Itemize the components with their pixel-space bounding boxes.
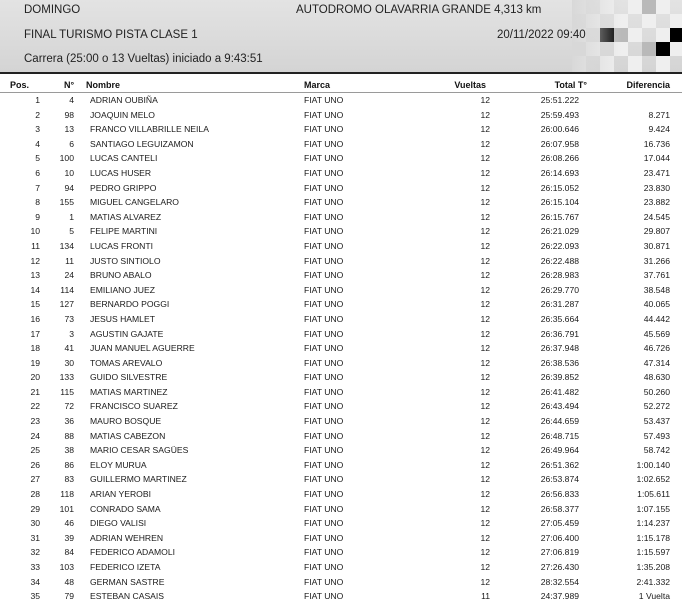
cell-driver-name: LUCAS HUSER	[90, 167, 152, 178]
cell-car-brand: FIAT UNO	[304, 474, 344, 485]
cell-laps: 12	[480, 95, 490, 105]
cell-total-time: 26:14.693	[540, 167, 579, 178]
table-row	[0, 108, 682, 123]
cell-car-number: 118	[60, 489, 74, 500]
cell-car-brand: FIAT UNO	[304, 503, 344, 514]
cell-total-time: 26:36.791	[540, 328, 579, 339]
cell-laps: 12	[480, 153, 490, 164]
cell-position: 30	[30, 518, 40, 529]
cell-car-brand: FIAT UNO	[304, 167, 344, 178]
cell-car-brand: FIAT UNO	[304, 518, 344, 529]
cell-car-number: 101	[59, 503, 74, 514]
col-laps: Vueltas	[454, 80, 486, 90]
cell-difference: 23.830	[643, 182, 670, 193]
cell-total-time: 26:58.377	[540, 503, 579, 514]
cell-laps: 12	[480, 445, 490, 456]
cell-laps: 12	[480, 313, 490, 324]
cell-position: 4	[35, 138, 40, 149]
table-row	[0, 210, 682, 225]
cell-driver-name: LUCAS CANTELI	[90, 153, 158, 164]
table-row	[0, 297, 682, 312]
cell-laps: 12	[480, 255, 490, 266]
cell-driver-name: FEDERICO IZETA	[90, 562, 161, 572]
table-row	[0, 137, 682, 152]
table-row	[0, 181, 682, 196]
cell-position: 18	[30, 343, 40, 354]
cell-position: 27	[30, 474, 40, 485]
cell-car-brand: FIAT UNO	[304, 430, 344, 441]
cell-total-time: 27:26.430	[540, 562, 579, 572]
cell-car-brand: FIAT UNO	[304, 532, 344, 543]
cell-car-number: 88	[64, 430, 74, 441]
cell-laps: 12	[480, 284, 490, 295]
cell-total-time: 26:41.482	[540, 386, 579, 397]
cell-position: 20	[30, 372, 40, 383]
table-row	[0, 254, 682, 269]
table-row	[0, 151, 682, 166]
cell-difference: 30.871	[643, 240, 670, 251]
cell-car-number: 114	[60, 284, 74, 295]
cell-laps: 12	[480, 372, 490, 383]
cell-total-time: 26:22.488	[540, 255, 579, 266]
cell-laps: 12	[480, 547, 490, 558]
cell-position: 5	[35, 153, 40, 164]
cell-car-brand: FIAT UNO	[304, 328, 344, 339]
cell-car-number: 48	[64, 576, 74, 587]
cell-difference: 44.442	[643, 313, 670, 324]
cell-driver-name: BERNARDO POGGI	[90, 299, 170, 310]
cell-car-number: 3	[69, 328, 74, 339]
cell-car-brand: FIAT UNO	[304, 372, 344, 383]
cell-laps: 12	[480, 562, 490, 572]
cell-driver-name: FRANCISCO SUAREZ	[90, 401, 178, 412]
cell-laps: 12	[480, 576, 490, 587]
cell-car-number: 10	[64, 167, 74, 178]
cell-laps: 12	[480, 503, 490, 514]
cell-total-time: 26:38.536	[540, 357, 579, 368]
cell-driver-name: DIEGO VALISI	[90, 518, 147, 529]
cell-car-number: 73	[64, 313, 74, 324]
cell-driver-name: MATIAS ALVAREZ	[90, 211, 162, 222]
col-number: N°	[64, 80, 75, 90]
cell-driver-name: PEDRO GRIPPO	[90, 182, 157, 193]
cell-car-brand: FIAT UNO	[304, 270, 344, 281]
table-row	[0, 531, 682, 546]
cell-difference: 52.272	[643, 401, 670, 412]
cell-car-brand: FIAT UNO	[304, 343, 344, 354]
cell-position: 3	[35, 124, 40, 135]
table-row	[0, 502, 682, 517]
cell-difference: 1:02.652	[636, 474, 670, 485]
cell-difference: 23.471	[643, 167, 670, 178]
cell-total-time: 28:32.554	[540, 576, 579, 587]
cell-position: 14	[30, 284, 40, 295]
cell-laps: 12	[480, 401, 490, 412]
cell-position: 19	[30, 357, 40, 368]
table-row	[0, 224, 682, 239]
cell-position: 29	[30, 503, 40, 514]
event-title: FINAL TURISMO PISTA CLASE 1	[24, 29, 198, 41]
cell-position: 7	[35, 182, 40, 193]
cell-car-brand: FIAT UNO	[304, 138, 344, 149]
cell-car-number: 134	[59, 240, 74, 251]
cell-difference: 58.742	[643, 445, 670, 456]
cell-car-brand: FIAT UNO	[304, 547, 344, 558]
cell-driver-name: LUCAS FRONTI	[90, 240, 154, 251]
cell-total-time: 26:15.104	[540, 197, 579, 208]
cell-total-time: 26:15.767	[540, 211, 579, 222]
table-row	[0, 166, 682, 181]
cell-driver-name: JUSTO SINTIOLO	[90, 255, 161, 266]
table-row	[0, 487, 682, 502]
cell-difference: 1:15.178	[636, 532, 670, 543]
table-row	[0, 327, 682, 342]
cell-car-number: 5	[69, 226, 74, 237]
cell-laps: 12	[480, 124, 490, 135]
cell-driver-name: CONRADO SAMA	[90, 503, 161, 514]
cell-total-time: 26:29.770	[540, 284, 579, 295]
cell-difference: 16.736	[643, 138, 670, 149]
cell-difference: 57.493	[643, 430, 670, 441]
cell-position: 16	[30, 313, 40, 324]
cell-difference: 38.548	[643, 284, 670, 295]
cell-laps: 12	[480, 240, 490, 251]
cell-total-time: 26:07.958	[540, 138, 579, 149]
cell-laps: 12	[480, 474, 490, 485]
col-name: Nombre	[86, 80, 121, 90]
cell-difference: 24.545	[643, 211, 670, 222]
cell-car-brand: FIAT UNO	[304, 299, 344, 310]
cell-laps: 12	[480, 211, 490, 222]
cell-position: 1	[35, 95, 40, 105]
cell-position: 17	[30, 328, 40, 339]
cell-total-time: 26:48.715	[540, 430, 579, 441]
cell-car-number: 11	[65, 255, 74, 266]
cell-total-time: 26:28.983	[540, 270, 579, 281]
cell-position: 25	[30, 445, 40, 456]
cell-position: 21	[30, 386, 40, 397]
cell-car-brand: FIAT UNO	[304, 416, 344, 427]
day-label: DOMINGO	[24, 4, 81, 16]
cell-total-time: 26:39.852	[540, 372, 579, 383]
cell-laps: 12	[480, 357, 490, 368]
cell-car-number: 36	[64, 416, 74, 427]
cell-car-brand: FIAT UNO	[304, 95, 344, 105]
cell-position: 31	[30, 532, 40, 543]
cell-car-number: 79	[64, 591, 74, 602]
table-row	[0, 93, 682, 108]
cell-total-time: 26:43.494	[540, 401, 579, 412]
cell-car-brand: FIAT UNO	[304, 562, 344, 572]
cell-driver-name: ADRIAN WEHREN	[90, 532, 164, 543]
cell-car-brand: FIAT UNO	[304, 313, 344, 324]
cell-total-time: 27:06.400	[540, 532, 579, 543]
cell-total-time: 25:59.493	[540, 109, 579, 120]
cell-total-time: 27:06.819	[540, 547, 579, 558]
cell-difference: 1 Vuelta	[638, 591, 670, 602]
cell-car-brand: FIAT UNO	[304, 401, 344, 412]
cell-difference: 8.271	[648, 109, 670, 120]
cell-total-time: 26:56.833	[540, 489, 579, 500]
cell-car-number: 13	[64, 124, 74, 135]
table-row	[0, 356, 682, 371]
cell-difference: 53.437	[643, 416, 670, 427]
cell-difference: 45.569	[643, 328, 670, 339]
cell-difference: 1:05.611	[637, 489, 670, 500]
cell-difference: 31.266	[643, 255, 670, 266]
cell-car-brand: FIAT UNO	[304, 459, 344, 470]
cell-total-time: 27:05.459	[540, 518, 579, 529]
cell-car-number: 1	[69, 211, 74, 222]
cell-laps: 12	[480, 416, 490, 427]
table-row	[0, 458, 682, 473]
column-headers	[0, 78, 682, 93]
cell-car-number: 6	[69, 138, 74, 149]
cell-laps: 12	[480, 197, 490, 208]
cell-laps: 12	[480, 270, 490, 281]
cell-driver-name: MATIAS MARTINEZ	[90, 386, 168, 397]
cell-laps: 12	[480, 109, 490, 120]
cell-difference: 2:41.332	[636, 576, 670, 587]
table-row	[0, 385, 682, 400]
cell-car-number: 4	[69, 95, 74, 105]
cell-car-brand: FIAT UNO	[304, 445, 344, 456]
cell-driver-name: GUIDO SILVESTRE	[90, 372, 168, 383]
cell-car-brand: FIAT UNO	[304, 284, 344, 295]
cell-difference: 9.424	[648, 124, 670, 135]
cell-driver-name: EMILIANO JUEZ	[90, 284, 155, 295]
venue-label: AUTODROMO OLAVARRIA GRANDE 4,313 km	[296, 4, 542, 16]
cell-driver-name: ADRIAN OUBIÑA	[90, 95, 158, 105]
cell-difference: 1:14.237	[636, 518, 670, 529]
cell-difference: 46.726	[643, 343, 670, 354]
cell-difference: 40.065	[643, 299, 670, 310]
cell-car-number: 41	[64, 343, 74, 354]
cell-difference: 1:15.597	[636, 547, 670, 558]
table-row	[0, 414, 682, 429]
cell-driver-name: TOMAS AREVALO	[90, 357, 163, 368]
cell-car-brand: FIAT UNO	[304, 211, 344, 222]
cell-laps: 12	[480, 299, 490, 310]
results-table	[0, 93, 682, 604]
table-row	[0, 545, 682, 560]
cell-car-brand: FIAT UNO	[304, 124, 344, 135]
cell-position: 28	[30, 489, 40, 500]
table-row	[0, 589, 682, 604]
cell-laps: 12	[480, 226, 490, 237]
table-row	[0, 575, 682, 590]
cell-car-number: 100	[59, 153, 74, 164]
cell-difference: 48.630	[643, 372, 670, 383]
cell-car-number: 83	[64, 474, 74, 485]
cell-driver-name: MARIO CESAR SAGÜES	[90, 445, 189, 456]
cell-total-time: 26:51.362	[540, 459, 579, 470]
cell-driver-name: MAURO BOSQUE	[90, 416, 162, 427]
table-row	[0, 516, 682, 531]
cell-total-time: 26:22.093	[540, 240, 579, 251]
cell-driver-name: JESUS HAMLET	[90, 313, 155, 324]
table-row	[0, 122, 682, 137]
cell-laps: 12	[480, 182, 490, 193]
cell-driver-name: JOAQUIN MELO	[90, 109, 155, 120]
cell-position: 34	[30, 576, 40, 587]
cell-position: 22	[30, 401, 40, 412]
table-row	[0, 341, 682, 356]
cell-driver-name: GERMAN SASTRE	[90, 576, 165, 587]
cell-total-time: 26:00.646	[540, 124, 579, 135]
table-row	[0, 370, 682, 385]
col-brand: Marca	[304, 80, 331, 90]
cell-car-brand: FIAT UNO	[304, 182, 344, 193]
cell-total-time: 25:51.222	[540, 95, 579, 105]
cell-car-number: 39	[64, 532, 74, 543]
cell-total-time: 26:49.964	[540, 445, 579, 456]
cell-position: 26	[30, 459, 40, 470]
cell-laps: 12	[480, 328, 490, 339]
cell-car-number: 38	[64, 445, 74, 456]
cell-driver-name: ELOY MURUA	[90, 459, 147, 470]
cell-position: 2	[35, 109, 40, 120]
cell-difference: 1:00.140	[636, 459, 670, 470]
cell-total-time: 26:44.659	[540, 416, 579, 427]
cell-car-number: 24	[64, 270, 74, 281]
cell-car-brand: FIAT UNO	[304, 386, 344, 397]
cell-car-brand: FIAT UNO	[304, 255, 344, 266]
table-row	[0, 443, 682, 458]
cell-difference: 50.260	[643, 386, 670, 397]
cell-total-time: 26:08.266	[540, 153, 579, 164]
cell-car-brand: FIAT UNO	[304, 153, 344, 164]
table-row	[0, 560, 682, 575]
col-total: Total T°	[554, 80, 587, 90]
cell-position: 6	[35, 167, 40, 178]
cell-car-number: 46	[64, 518, 74, 529]
cell-total-time: 26:31.287	[540, 299, 579, 310]
cell-driver-name: ARIAN YEROBI	[90, 489, 151, 500]
cell-position: 8	[35, 197, 40, 208]
cell-position: 33	[30, 562, 40, 572]
cell-position: 10	[30, 226, 40, 237]
table-row	[0, 399, 682, 414]
cell-driver-name: AGUSTIN GAJATE	[90, 328, 164, 339]
col-pos: Pos.	[10, 80, 30, 90]
cell-difference: 1:35.208	[636, 562, 670, 572]
cell-car-brand: FIAT UNO	[304, 240, 344, 251]
cell-driver-name: GUILLERMO MARTINEZ	[90, 474, 187, 485]
cell-position: 24	[30, 430, 40, 441]
cell-laps: 12	[480, 167, 490, 178]
checkered-flag-icon	[572, 0, 682, 72]
cell-difference: 17.044	[643, 153, 670, 164]
cell-total-time: 26:15.052	[540, 182, 579, 193]
cell-car-number: 86	[64, 459, 74, 470]
cell-car-brand: FIAT UNO	[304, 591, 344, 602]
cell-position: 12	[30, 255, 40, 266]
cell-car-number: 98	[64, 109, 74, 120]
cell-car-number: 30	[64, 357, 74, 368]
cell-position: 13	[30, 270, 40, 281]
cell-car-brand: FIAT UNO	[304, 357, 344, 368]
cell-position: 11	[31, 240, 40, 251]
cell-position: 9	[35, 211, 40, 222]
cell-driver-name: SANTIAGO LEGUIZAMON	[90, 138, 194, 149]
cell-car-number: 94	[64, 182, 74, 193]
table-row	[0, 283, 682, 298]
col-diff: Diferencia	[626, 80, 670, 90]
cell-difference: 37.761	[643, 270, 670, 281]
cell-driver-name: MIGUEL CANGELARO	[90, 197, 179, 208]
cell-total-time: 26:37.948	[540, 343, 579, 354]
cell-driver-name: FEDERICO ADAMOLI	[90, 547, 175, 558]
table-row	[0, 239, 682, 254]
cell-laps: 12	[480, 489, 490, 500]
cell-difference: 47.314	[643, 357, 670, 368]
cell-total-time: 26:53.874	[540, 474, 579, 485]
cell-laps: 12	[480, 518, 490, 529]
results-header	[0, 0, 682, 74]
table-row	[0, 268, 682, 283]
cell-difference: 1:07.155	[636, 503, 670, 514]
cell-position: 35	[30, 591, 40, 602]
table-row	[0, 429, 682, 444]
cell-laps: 12	[480, 459, 490, 470]
table-row	[0, 195, 682, 210]
cell-position: 23	[30, 416, 40, 427]
cell-car-brand: FIAT UNO	[304, 489, 344, 500]
cell-position: 15	[30, 299, 40, 310]
cell-car-number: 72	[64, 401, 74, 412]
cell-driver-name: FRANCO VILLABRILLE NEILA	[90, 124, 209, 135]
table-row	[0, 472, 682, 487]
table-row	[0, 312, 682, 327]
cell-car-brand: FIAT UNO	[304, 197, 344, 208]
cell-driver-name: JUAN MANUEL AGUERRE	[90, 343, 195, 354]
cell-driver-name: MATIAS CABEZON	[90, 430, 166, 441]
cell-position: 32	[30, 547, 40, 558]
cell-laps: 12	[480, 343, 490, 354]
datetime-label: 20/11/2022 09:40	[497, 29, 586, 41]
cell-laps: 12	[480, 430, 490, 441]
cell-car-number: 133	[59, 372, 74, 383]
cell-car-number: 84	[64, 547, 74, 558]
cell-car-brand: FIAT UNO	[304, 109, 344, 120]
cell-car-number: 155	[59, 197, 74, 208]
cell-total-time: 26:35.664	[540, 313, 579, 324]
cell-driver-name: BRUNO ABALO	[90, 270, 152, 281]
cell-driver-name: ESTEBAN CASAIS	[90, 591, 165, 602]
cell-car-number: 115	[60, 386, 74, 397]
race-info-label: Carrera (25:00 o 13 Vueltas) iniciado a 9:43:51	[24, 53, 263, 65]
cell-total-time: 24:37.989	[540, 591, 579, 602]
cell-car-brand: FIAT UNO	[304, 226, 344, 237]
cell-driver-name: FELIPE MARTINI	[90, 226, 158, 237]
cell-laps: 12	[480, 138, 490, 149]
cell-difference: 23.882	[643, 197, 670, 208]
cell-laps: 12	[480, 386, 490, 397]
cell-laps: 12	[480, 532, 490, 543]
cell-car-brand: FIAT UNO	[304, 576, 344, 587]
cell-car-number: 103	[59, 562, 74, 572]
cell-total-time: 26:21.029	[540, 226, 579, 237]
cell-laps: 11	[481, 591, 490, 602]
cell-car-number: 127	[59, 299, 74, 310]
cell-difference: 29.807	[643, 226, 670, 237]
